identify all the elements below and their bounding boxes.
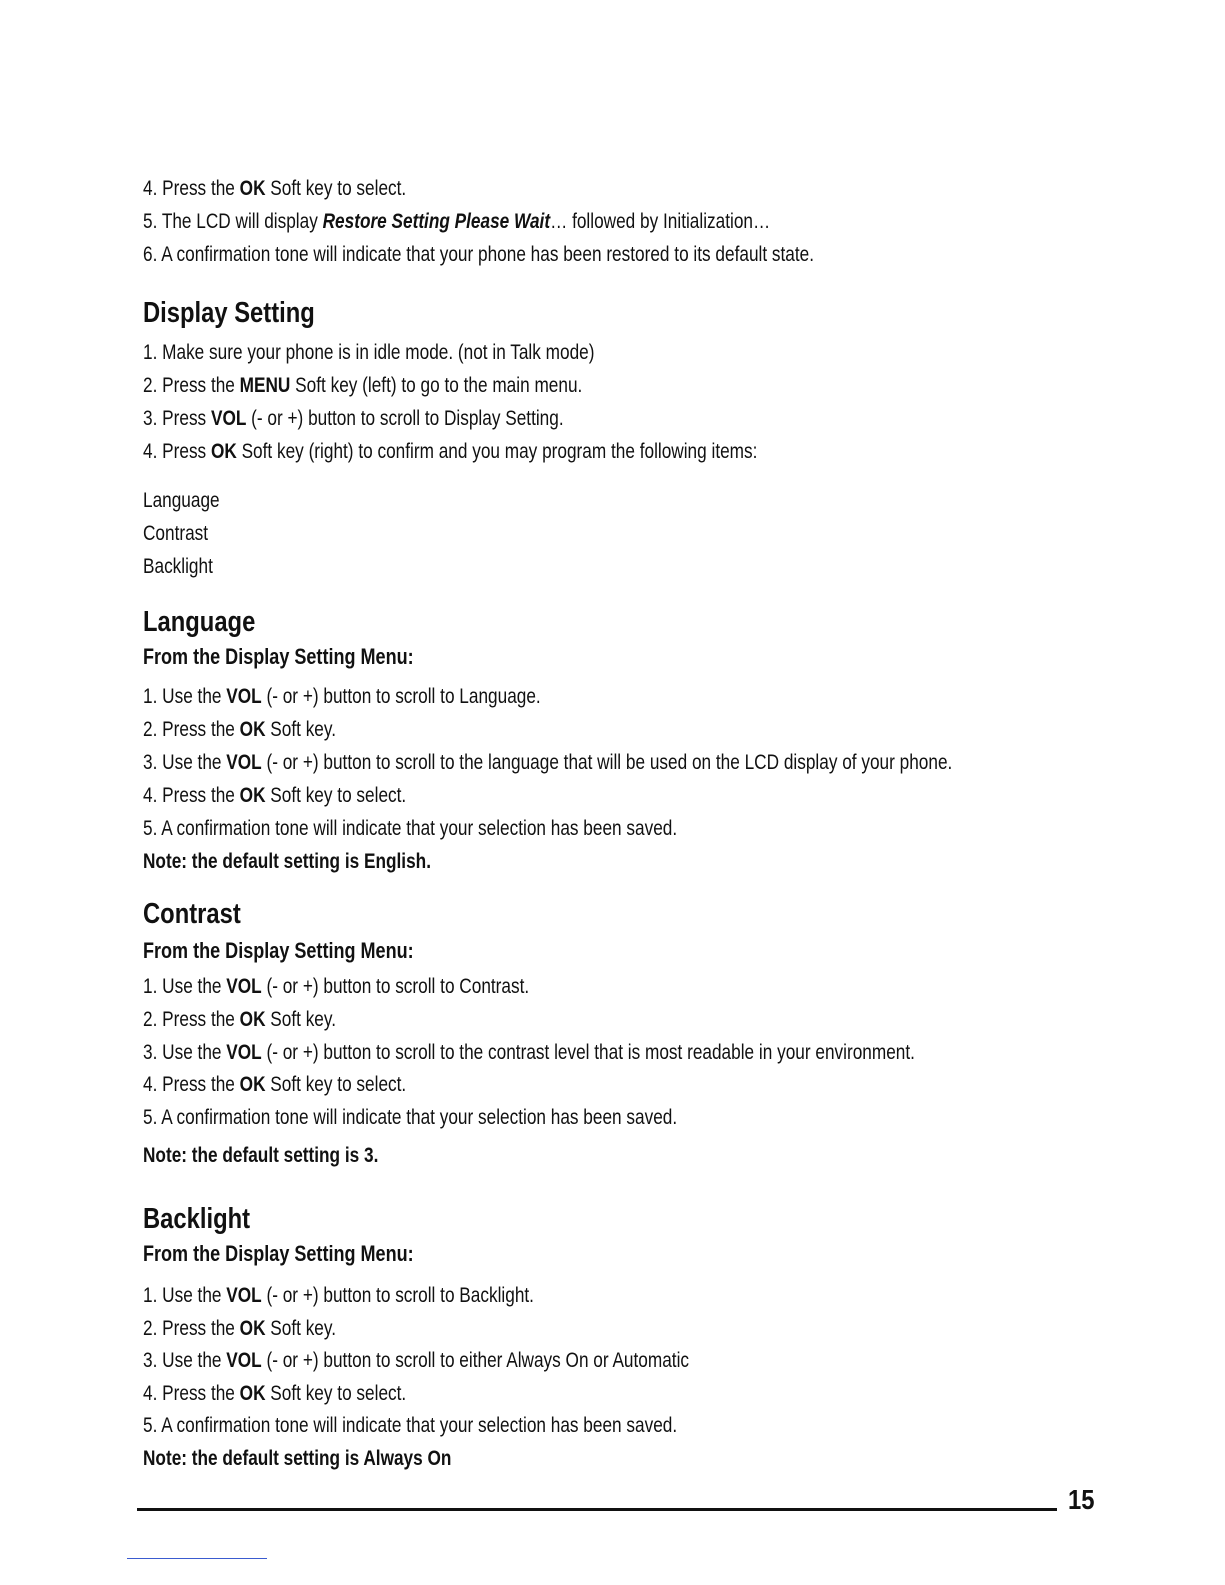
contrast-step-3: 3. Use the VOL (- or +) button to scroll to the contrast level that is most readable in your environment. (143, 1041, 915, 1064)
vol-key-label: VOL (226, 1284, 262, 1307)
ok-key-label: OK (210, 440, 237, 463)
backlight-heading: Backlight (143, 1203, 251, 1235)
ok-key-label: OK (239, 1073, 266, 1096)
backlight-step-5: 5. A confirmation tone will indicate that your selection has been saved. (143, 1414, 678, 1437)
footer-divider (137, 1508, 1057, 1511)
contrast-step-4: 4. Press the OK Soft key to select. (143, 1073, 407, 1096)
contrast-note: Note: the default setting is 3. (143, 1144, 379, 1167)
vol-key-label: VOL (226, 751, 262, 774)
vol-key-label: VOL (226, 1349, 262, 1372)
vol-key-label: VOL (210, 407, 247, 430)
restore-step-5: 5. The LCD will display Restore Setting Please Wait… followed by Initialization… (143, 210, 771, 233)
backlight-note: Note: the default setting is Always On (143, 1447, 452, 1470)
ok-key-label: OK (239, 1008, 266, 1031)
backlight-step-4: 4. Press the OK Soft key to select. (143, 1382, 407, 1405)
contrast-heading: Contrast (143, 898, 241, 930)
display-step-3: 3. Press VOL (- or +) button to scroll to Display Setting. (143, 407, 564, 430)
vol-key-label: VOL (226, 685, 262, 708)
language-subheading: From the Display Setting Menu: (143, 644, 414, 669)
restore-message: Restore Setting Please Wait (322, 210, 551, 233)
contrast-step-2: 2. Press the OK Soft key. (143, 1008, 337, 1031)
page-number: 15 (1068, 1484, 1095, 1515)
display-step-4: 4. Press OK Soft key (right) to confirm and you may program the following items: (143, 440, 758, 463)
language-step-4: 4. Press the OK Soft key to select. (143, 784, 407, 807)
menu-key-label: MENU (239, 374, 291, 397)
contrast-step-5: 5. A confirmation tone will indicate that your selection has been saved. (143, 1106, 678, 1129)
language-note: Note: the default setting is English. (143, 850, 431, 873)
vol-key-label: VOL (226, 975, 262, 998)
ok-key-label: OK (239, 718, 266, 741)
ok-key-label: OK (239, 784, 266, 807)
display-item-backlight: Backlight (143, 555, 213, 578)
contrast-step-1: 1. Use the VOL (- or +) button to scroll to Contrast. (143, 975, 530, 998)
display-step-2: 2. Press the MENU Soft key (left) to go to the main menu. (143, 374, 583, 397)
display-item-language: Language (143, 489, 220, 512)
backlight-step-1: 1. Use the VOL (- or +) button to scroll to Backlight. (143, 1284, 534, 1307)
language-step-3: 3. Use the VOL (- or +) button to scroll to the language that will be used on the LCD display of your phone. (143, 751, 953, 774)
scan-mark (127, 1558, 267, 1559)
display-item-contrast: Contrast (143, 522, 209, 545)
ok-key-label: OK (239, 177, 266, 200)
backlight-subheading: From the Display Setting Menu: (143, 1241, 414, 1266)
restore-step-4: 4. Press the OK Soft key to select. (143, 177, 407, 200)
ok-key-label: OK (239, 1317, 266, 1340)
restore-step-6: 6. A confirmation tone will indicate that your phone has been restored to its default state. (143, 243, 815, 266)
vol-key-label: VOL (226, 1041, 262, 1064)
contrast-subheading: From the Display Setting Menu: (143, 938, 414, 963)
language-step-1: 1. Use the VOL (- or +) button to scroll to Language. (143, 685, 541, 708)
backlight-step-3: 3. Use the VOL (- or +) button to scroll to either Always On or Automatic (143, 1349, 690, 1372)
language-step-2: 2. Press the OK Soft key. (143, 718, 337, 741)
display-setting-heading: Display Setting (143, 297, 315, 329)
language-heading: Language (143, 606, 256, 638)
backlight-step-2: 2. Press the OK Soft key. (143, 1317, 337, 1340)
display-step-1: 1. Make sure your phone is in idle mode. (not in Talk mode) (143, 341, 595, 364)
ok-key-label: OK (239, 1382, 266, 1405)
language-step-5: 5. A confirmation tone will indicate that your selection has been saved. (143, 817, 678, 840)
